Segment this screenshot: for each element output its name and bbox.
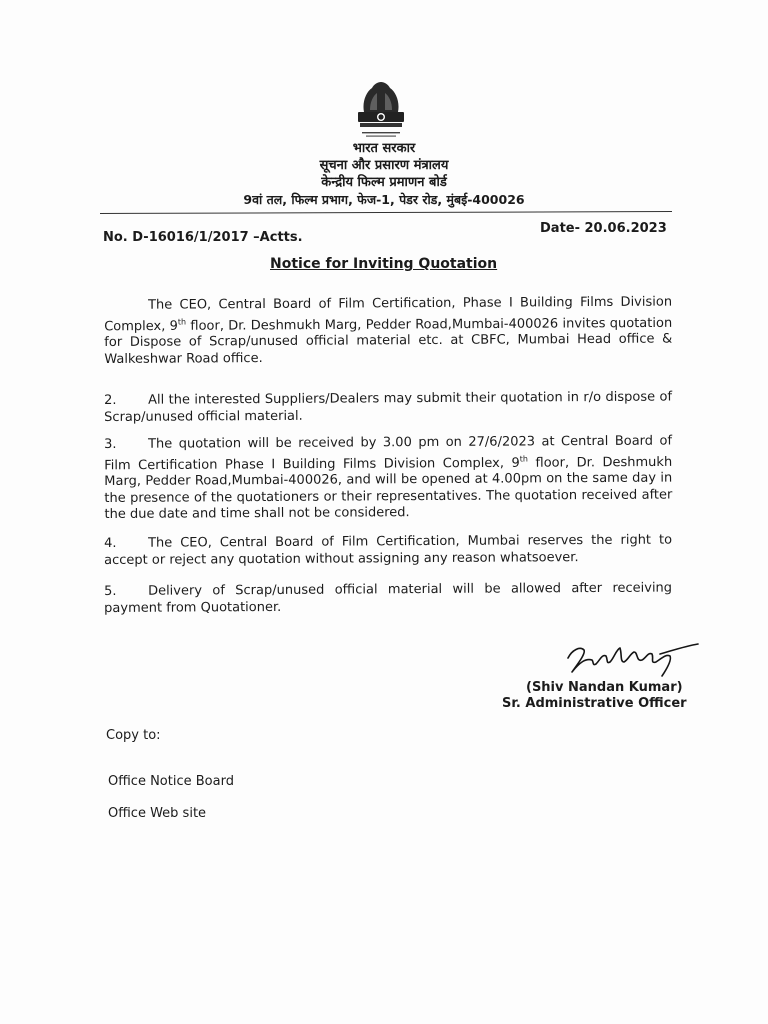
reference-number: No. D-16016/1/2017 –Actts. (103, 230, 303, 245)
national-emblem-icon (350, 76, 412, 146)
letterhead-address: 9वां तल, फिल्म प्रभाग, फेज-1, पेडर रोड, मुंबई-400026 (243, 192, 525, 207)
paragraph-5-text: Delivery of Scrap/unused official material will be allowed after receiving payment from Quotationer. (104, 580, 673, 616)
letterhead-divider (100, 211, 672, 214)
letterhead-line-government: भारत सरकार (352, 141, 416, 156)
paragraph-5-number: 5. (104, 583, 117, 599)
paragraph-3-text-b: floor, Dr. Deshmukh Marg, Pedder Road,Mumbai-400026, and will be opened at 4.00pm on the same day in the presence of the quotationers or their representatives. The quotation received after the due date and time shall not be considered. (104, 454, 673, 523)
handwritten-signature (562, 632, 702, 680)
notice-date: Date- 20.06.2023 (540, 221, 667, 236)
paragraph-1-superscript: th (177, 316, 187, 327)
paragraph-3-superscript: th (519, 453, 528, 463)
emblem-caption (600, 0, 605, 1)
signatory-designation: Sr. Administrative Officer (502, 696, 687, 711)
letterhead (200, 140, 568, 208)
paragraph-2-text: All the interested Suppliers/Dealers may submit their quotation in r/o dispose of Scrap/unused official material. (104, 389, 673, 425)
letterhead-line-board: केन्द्रीय फिल्म प्रमाणन बोर्ड (321, 175, 447, 190)
signatory-name: (Shiv Nandan Kumar) (526, 680, 683, 695)
paragraph-2-number: 2. (104, 392, 117, 408)
paragraph-3-text-a: The quotation will be received by 3.00 pm on 27/6/2023 at Central Board of Film Certification Phase I Building Films Division Complex, 9 (104, 433, 673, 473)
paragraph-3 (104, 434, 673, 524)
copy-to-label: Copy to: (106, 728, 161, 743)
copy-recipient: Office Web site (108, 806, 207, 821)
paragraph-4-number: 4. (104, 535, 117, 551)
paragraph-1-text-b: floor, Dr. Deshmukh Marg, Pedder Road,Mumbai-400026 invites quotation for Dispose of Scrap/unused official material etc. at CBFC, Mumbai Head office & Walkeshwar Road office. (104, 315, 673, 367)
paragraph-1 (104, 295, 672, 369)
letterhead-line-ministry: सूचना और प्रसारण मंत्रालय (319, 158, 449, 173)
notice-title: Notice for Inviting Quotation (270, 256, 498, 272)
paragraph-1-text-a: The CEO, Central Board of Film Certification, Phase I Building Films Division Complex, 9 (104, 294, 673, 334)
paragraph-4-text: The CEO, Central Board of Film Certification, Mumbai reserves the right to accept or reject any quotation without assigning any reason whatsoever. (104, 532, 673, 568)
paragraph-5 (104, 581, 672, 617)
paragraph-2 (104, 390, 672, 426)
paragraph-3-number: 3. (104, 436, 117, 452)
copy-recipient: Office Notice Board (108, 774, 234, 789)
paragraph-4 (104, 533, 672, 569)
